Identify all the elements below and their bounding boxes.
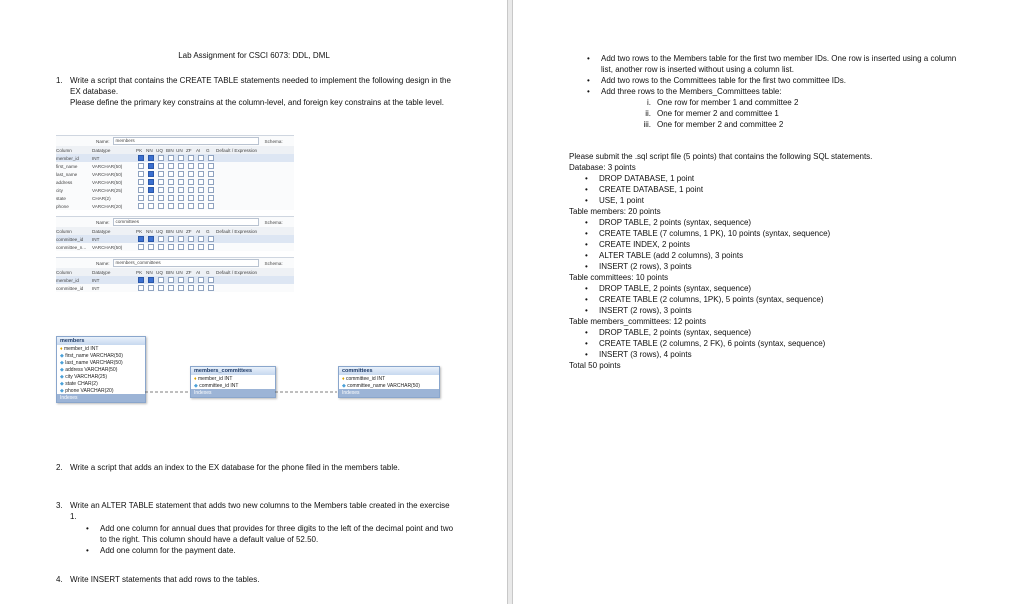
column-name: first_name [56,163,78,169]
flag-checkbox[interactable] [188,163,194,169]
column-header: Datatype [92,228,111,234]
insert-bullet: • Add two rows to the Members table for the first two member IDs. One row is inserted using a column list, another row is inserted without using a column list. [585,53,959,75]
column-header: UQ [156,228,163,234]
flag-checkbox[interactable] [188,187,194,193]
column-row[interactable] [56,154,294,162]
flag-checkbox[interactable] [138,163,144,169]
table-design-screenshot [56,135,294,298]
flag-checkbox[interactable] [178,163,184,169]
flag-checkbox[interactable] [158,163,164,169]
question-4-text: Write INSERT statements that add rows to the tables. [70,575,260,584]
table-name-input[interactable]: members_committees [113,259,259,267]
flag-checkbox[interactable] [158,171,164,177]
column-label: address VARCHAR(50) [65,366,118,373]
column-header: Column [56,147,72,153]
column-row[interactable] [56,235,294,243]
roman-text: One for memer 2 and committee 1 [657,109,779,118]
column-datatype: INT [92,277,100,283]
insert-bullet: • Add three rows to the Members_Committees table: [585,86,959,97]
flag-checkbox[interactable] [158,187,164,193]
diamond-icon: ◆ [194,382,200,389]
flag-checkbox[interactable] [168,236,174,242]
column-header: AI [196,269,201,275]
question-1-text: Write a script that contains the CREATE TABLE statements needed to implement the following design in the EX database. [70,76,451,96]
column-row[interactable] [56,186,294,194]
flag-checkbox[interactable] [158,179,164,185]
column-label: committee_name VARCHAR(50) [347,382,420,389]
column-row[interactable] [56,284,294,292]
column-datatype: VARCHAR(50) [92,163,123,169]
flag-checkbox[interactable] [188,203,194,209]
flag-checkbox[interactable] [168,285,174,291]
column-header: UN [176,228,183,234]
column-row[interactable] [56,170,294,178]
total-points: Total 50 points [569,361,621,370]
diamond-icon: ◆ [60,373,66,380]
question-number: 2. [56,463,63,472]
column-label: committee_id INT [199,382,239,389]
group-item: • DROP TABLE, 2 points (syntax, sequence) [583,327,969,338]
group-item: • DROP DATABASE, 1 point [583,173,969,184]
column-header: G [206,228,210,234]
column-label: last_name VARCHAR(50) [65,359,123,366]
bullet-item: • Add one column for the payment date. [84,545,456,556]
column-name: address [56,179,73,185]
column-header: ZF [186,147,192,153]
question-1 [56,75,456,108]
column-header-row [56,227,294,235]
column-row[interactable] [56,202,294,210]
column-name: member_id [56,277,79,283]
column-header: Default / Expression [216,269,258,275]
group-items [583,283,969,316]
column-datatype: VARCHAR(50) [92,171,123,177]
flag-checkbox[interactable] [158,277,164,283]
page-2 [512,0,1024,604]
column-label: first_name VARCHAR(50) [65,352,123,359]
question-number: 3. [56,501,63,510]
flag-checkbox[interactable] [138,277,144,283]
question-3-text: Write an ALTER TABLE statement that adds two new columns to the Members table created in the exercise 1. [70,501,450,521]
flag-checkbox[interactable] [178,285,184,291]
group-item: • DROP TABLE, 2 points (syntax, sequence) [583,217,969,228]
column-name: committee_id [56,285,84,291]
flag-checkbox[interactable] [188,171,194,177]
column-label: committee_id INT [345,375,386,382]
group-item: • INSERT (2 rows), 3 points [583,305,969,316]
group-heading: Table members_committees: 12 points [569,317,706,326]
column-name: committee_id [56,236,84,242]
question-4 [56,574,456,585]
flag-checkbox[interactable] [148,285,154,291]
column-header: PK [136,269,143,275]
flag-checkbox[interactable] [148,163,154,169]
diamond-icon: ◆ [60,366,66,373]
grading-groups [569,162,969,360]
flag-checkbox[interactable] [198,163,204,169]
group-items [583,173,969,206]
column-datatype: VARCHAR(50) [92,244,123,250]
column-header: Datatype [92,269,111,275]
group-item: • CREATE TABLE (2 columns, 1PK), 5 points (syntax, sequence) [583,294,969,305]
insert-instructions [569,52,959,130]
diamond-icon: ◆ [60,352,66,359]
flag-checkbox[interactable] [138,236,144,242]
column-header: Datatype [92,147,111,153]
entity-title: members [57,337,145,345]
roman-text: One for member 2 and committee 2 [657,120,784,129]
column-datatype: INT [92,285,100,291]
roman-text: One row for member 1 and committee 2 [657,98,799,107]
flag-checkbox[interactable] [198,277,204,283]
question-1-note: Please define the primary key constrains at the column-level, and foreign key constrains at the table level. [70,98,444,107]
flag-checkbox[interactable] [198,244,204,250]
column-header: UN [176,147,183,153]
group-item: • INSERT (3 rows), 4 points [583,349,969,360]
column-label: member_id INT [63,345,99,352]
group-item: • INSERT (2 rows), 3 points [583,261,969,272]
entity-title: members_committees [191,367,275,375]
column-datatype: VARCHAR(20) [92,203,123,209]
flag-checkbox[interactable] [208,236,214,242]
key-icon: ♦ [194,375,198,382]
question-3-bullets [84,523,456,556]
design-panel [56,257,294,292]
column-datatype: VARCHAR(25) [92,187,123,193]
flag-checkbox[interactable] [138,195,144,201]
flag-checkbox[interactable] [208,203,214,209]
column-header: NN [146,147,153,153]
diamond-icon: ◆ [342,382,348,389]
column-header: G [206,147,210,153]
question-number: 4. [56,575,63,584]
page-title: Lab Assignment for CSCI 6073: DDL, DML [178,51,330,60]
column-header: NN [146,269,153,275]
table-name-input[interactable]: members [113,137,259,145]
flag-checkbox[interactable] [178,236,184,242]
flag-checkbox[interactable] [188,277,194,283]
column-header: NN [146,228,153,234]
flag-checkbox[interactable] [148,171,154,177]
flag-checkbox[interactable] [138,171,144,177]
diamond-icon: ◆ [60,359,66,366]
flag-checkbox[interactable] [148,155,154,161]
panel-name-row [56,258,294,268]
column-datatype: INT [92,236,100,242]
column-header: PK [136,147,143,153]
group-items [583,217,969,272]
flag-checkbox[interactable] [208,179,214,185]
column-header: BIN [166,228,174,234]
flag-checkbox[interactable] [188,179,194,185]
design-panel [56,135,294,210]
column-header: UQ [156,269,163,275]
entity-indexes: Indexes [191,389,275,397]
schema-label: Schema: [264,260,283,266]
flag-checkbox[interactable] [138,285,144,291]
flag-checkbox[interactable] [168,195,174,201]
flag-checkbox[interactable] [168,203,174,209]
roman-list [637,97,959,130]
submit-text: Please submit the .sql script file (5 points) that contains the following SQL statements. [569,152,873,161]
entity-indexes: Indexes [57,394,145,402]
flag-checkbox[interactable] [208,187,214,193]
flag-checkbox[interactable] [188,244,194,250]
flag-checkbox[interactable] [198,179,204,185]
column-header: Default / Expression [216,147,258,153]
flag-checkbox[interactable] [178,277,184,283]
group-item: • CREATE TABLE (7 columns, 1 PK), 10 points (syntax, sequence) [583,228,969,239]
flag-checkbox[interactable] [178,203,184,209]
panel-name-row [56,217,294,227]
flag-checkbox[interactable] [208,285,214,291]
column-datatype: INT [92,155,100,161]
flag-checkbox[interactable] [158,244,164,250]
column-datatype: VARCHAR(50) [92,179,123,185]
flag-checkbox[interactable] [178,195,184,201]
column-label: state CHAR(2) [65,380,98,387]
flag-checkbox[interactable] [198,195,204,201]
column-header-row [56,146,294,154]
flag-checkbox[interactable] [188,285,194,291]
flag-checkbox[interactable] [138,187,144,193]
flag-checkbox[interactable] [178,155,184,161]
column-header: Default / Expression [216,228,258,234]
design-panels [56,135,294,292]
key-icon: ♦ [342,375,346,382]
name-label: Name: [96,260,110,266]
column-header: UQ [156,147,163,153]
flag-checkbox[interactable] [178,187,184,193]
flag-checkbox[interactable] [148,277,154,283]
column-datatype: CHAR(2) [92,195,111,201]
flag-checkbox[interactable] [168,171,174,177]
entity-title: committees [339,367,439,375]
column-header: ZF [186,269,192,275]
flag-checkbox[interactable] [178,179,184,185]
eer-diagram [56,336,456,446]
group-heading: Database: 3 points [569,163,636,172]
column-header: PK [136,228,143,234]
column-header: G [206,269,210,275]
flag-checkbox[interactable] [208,195,214,201]
group-item: • DROP TABLE, 2 points (syntax, sequence) [583,283,969,294]
flag-checkbox[interactable] [198,236,204,242]
flag-checkbox[interactable] [158,236,164,242]
flag-checkbox[interactable] [148,244,154,250]
flag-checkbox[interactable] [138,155,144,161]
page-1 [0,0,508,604]
relationship-lines [56,336,456,446]
flag-checkbox[interactable] [198,285,204,291]
column-name: last_name [56,171,78,177]
flag-checkbox[interactable] [198,203,204,209]
flag-checkbox[interactable] [148,203,154,209]
group-heading: Table committees: 10 points [569,273,669,282]
flag-checkbox[interactable] [138,203,144,209]
column-header: Column [56,269,72,275]
group-item: • ALTER TABLE (add 2 columns), 3 points [583,250,969,261]
flag-checkbox[interactable] [168,244,174,250]
flag-checkbox[interactable] [208,244,214,250]
column-name: committee_n... [56,244,87,250]
flag-checkbox[interactable] [208,163,214,169]
schema-label: Schema: [264,219,283,225]
column-header: UN [176,269,183,275]
question-number: 1. [56,76,63,85]
column-row[interactable] [56,162,294,170]
roman-number: iii. [643,120,651,129]
flag-checkbox[interactable] [168,277,174,283]
flag-checkbox[interactable] [168,155,174,161]
insert-bullet: • Add two rows to the Committees table for the first two committee IDs. [585,75,959,86]
panel-name-row [56,136,294,146]
column-row[interactable] [56,276,294,284]
grading-section [569,151,969,371]
group-items [583,327,969,360]
diamond-icon: ◆ [60,380,66,387]
question-2-text: Write a script that adds an index to the EX database for the phone filed in the members table. [70,463,400,472]
roman-number: ii. [645,109,651,118]
flag-checkbox[interactable] [158,285,164,291]
table-name-input[interactable]: committees [113,218,259,226]
question-2 [56,462,456,473]
group-item: • USE, 1 point [583,195,969,206]
column-header: BIN [166,147,174,153]
column-row[interactable] [56,243,294,251]
column-header: ZF [186,228,192,234]
diamond-icon: ◆ [60,387,66,394]
flag-checkbox[interactable] [208,155,214,161]
column-label: member_id INT [197,375,233,382]
group-item: • CREATE TABLE (2 columns, 2 FK), 6 points (syntax, sequence) [583,338,969,349]
group-item: • CREATE DATABASE, 1 point [583,184,969,195]
flag-checkbox[interactable] [168,179,174,185]
flag-checkbox[interactable] [198,171,204,177]
group-heading: Table members: 20 points [569,207,661,216]
flag-checkbox[interactable] [158,203,164,209]
flag-checkbox[interactable] [138,179,144,185]
flag-checkbox[interactable] [208,277,214,283]
column-label: city VARCHAR(25) [65,373,108,380]
schema-label: Schema: [264,138,283,144]
flag-checkbox[interactable] [148,179,154,185]
flag-checkbox[interactable] [158,155,164,161]
flag-checkbox[interactable] [138,244,144,250]
column-row[interactable] [56,194,294,202]
flag-checkbox[interactable] [198,155,204,161]
name-label: Name: [96,219,110,225]
flag-checkbox[interactable] [158,195,164,201]
question-3 [56,500,456,556]
group-item: • CREATE INDEX, 2 points [583,239,969,250]
flag-checkbox[interactable] [208,171,214,177]
name-label: Name: [96,138,110,144]
column-row[interactable] [56,178,294,186]
design-panel [56,216,294,251]
column-name: state [56,195,66,201]
bullet-item: • Add one column for annual dues that provides for three digits to the left of the decimal point and two to the right. This column should have a default value of 52.50. [84,523,456,545]
column-name: city [56,187,63,193]
flag-checkbox[interactable] [148,236,154,242]
flag-checkbox[interactable] [178,171,184,177]
flag-checkbox[interactable] [178,244,184,250]
roman-number: i. [647,98,651,107]
flag-checkbox[interactable] [188,195,194,201]
column-label: phone VARCHAR(20) [65,387,114,394]
column-header-row [56,268,294,276]
column-header: AI [196,147,201,153]
flag-checkbox[interactable] [148,187,154,193]
flag-checkbox[interactable] [188,155,194,161]
column-header: AI [196,228,201,234]
flag-checkbox[interactable] [168,163,174,169]
flag-checkbox[interactable] [168,187,174,193]
roman-item [637,97,959,108]
key-icon: ♦ [60,345,64,352]
insert-bullets [585,53,959,97]
flag-checkbox[interactable] [198,187,204,193]
column-name: member_id [56,155,79,161]
roman-item [637,108,959,119]
column-name: phone [56,203,69,209]
roman-item [637,119,959,130]
entity-indexes: Indexes [339,389,439,397]
flag-checkbox[interactable] [188,236,194,242]
flag-checkbox[interactable] [148,195,154,201]
column-header: Column [56,228,72,234]
column-header: BIN [166,269,174,275]
